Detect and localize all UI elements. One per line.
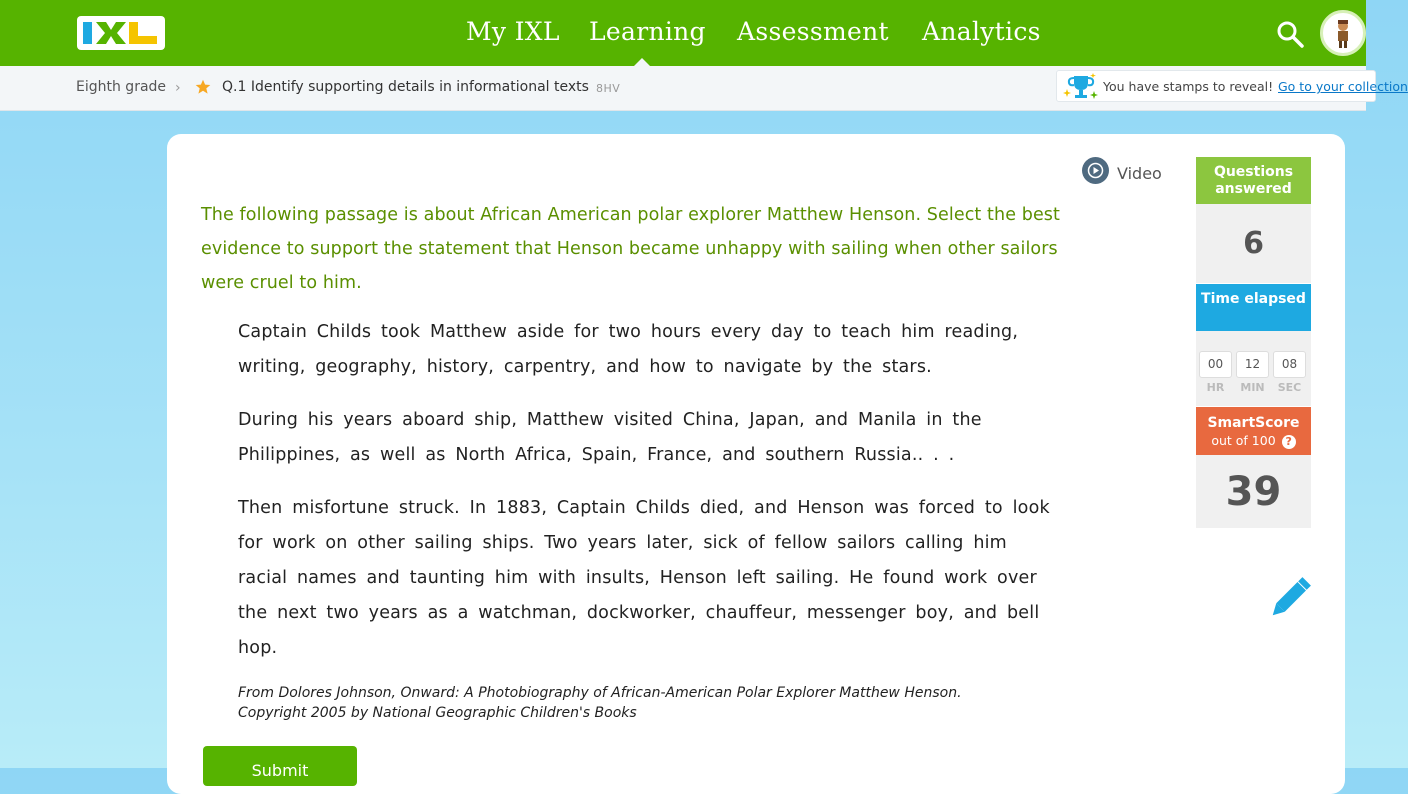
stamps-message: You have stamps to reveal!	[1103, 79, 1274, 94]
top-nav-bar	[0, 0, 1366, 66]
time-hours-label: HR	[1206, 381, 1225, 394]
time-seconds-label: SEC	[1277, 381, 1302, 394]
smartscore-label: SmartScore	[1207, 415, 1300, 431]
time-minutes-label: MIN	[1240, 381, 1265, 394]
passage-paragraph-1[interactable]: Captain Childs took Matthew aside for two hours every day to teach him reading, writing, geography, history, carpentry, and how to navigate by the stars.	[238, 322, 1019, 377]
chevron-right-icon: ›	[175, 80, 181, 96]
ixl-logo[interactable]	[77, 16, 165, 50]
search-icon[interactable]	[1276, 20, 1304, 48]
help-icon[interactable]: ?	[1282, 435, 1296, 449]
smartscore-panel	[1196, 455, 1311, 528]
breadcrumb-grade[interactable]: Eighth grade	[76, 79, 167, 95]
play-icon	[1082, 157, 1109, 184]
avatar[interactable]	[1320, 10, 1366, 56]
time-hours: 00	[1199, 351, 1232, 378]
time-elapsed-panel	[1196, 331, 1311, 406]
question-prompt: The following passage is about African American polar explorer Matthew Henson. Select the best evidence to support the statement that Henson became unhappy with sailing when other sailors were cruel to him.	[201, 205, 1060, 293]
nav-learning[interactable]: Learning	[589, 17, 706, 46]
citation-line-1: From Dolores Johnson, Onward: A Photobiography of African-American Polar Explorer Matthew Henson.	[238, 685, 962, 701]
passage-citation	[238, 683, 1038, 723]
smartscore-value: 39	[1225, 469, 1282, 515]
citation-line-2: Copyright 2005 by National Geographic Children's Books	[238, 705, 637, 721]
stamps-collection-link[interactable]: Go to your collection	[1278, 79, 1408, 94]
stamps-banner	[1056, 70, 1408, 102]
star-icon[interactable]	[195, 79, 211, 95]
skill-code: 8HV	[596, 82, 621, 95]
smartscore-header	[1196, 407, 1311, 455]
breadcrumb	[0, 66, 1408, 111]
questions-answered-header: Questions answered	[1196, 157, 1311, 204]
time-elapsed-header: Time elapsed	[1196, 284, 1311, 331]
nav-analytics[interactable]: Analytics	[922, 17, 1041, 46]
trophy-icon	[1063, 73, 1099, 101]
nav-my-ixl[interactable]: My IXL	[466, 17, 560, 46]
time-minutes: 12	[1236, 351, 1269, 378]
pencil-icon[interactable]	[1266, 576, 1312, 622]
passage-paragraph-2[interactable]: During his years aboard ship, Matthew visited China, Japan, and Manila in the Philippines, as well as North Africa, Spain, France, and southern Russia.. . .	[238, 410, 982, 465]
passage-paragraph-3[interactable]: Then misfortune struck. In 1883, Captain Childs died, and Henson was forced to look for work on other sailing ships. Two years later, sick of fellow sailors calling him racial names and taunting him with insults, Henson left sailing. He found work over the next two years as a watchman, dockworker, chauffeur, messenger boy, and bell hop.	[238, 498, 1050, 658]
questions-answered-panel	[1196, 204, 1311, 283]
time-seconds: 08	[1273, 351, 1306, 378]
video-label: Video	[1117, 164, 1162, 183]
breadcrumb-skill: Q.1 Identify supporting details in informational texts	[222, 79, 589, 95]
smartscore-sub	[1196, 432, 1311, 449]
submit-button[interactable]: Submit	[203, 746, 357, 786]
active-nav-caret	[634, 58, 650, 66]
nav-assessment[interactable]: Assessment	[737, 17, 889, 46]
questions-answered-value: 6	[1243, 226, 1264, 261]
smartscore-sub-text: out of 100	[1211, 433, 1276, 448]
